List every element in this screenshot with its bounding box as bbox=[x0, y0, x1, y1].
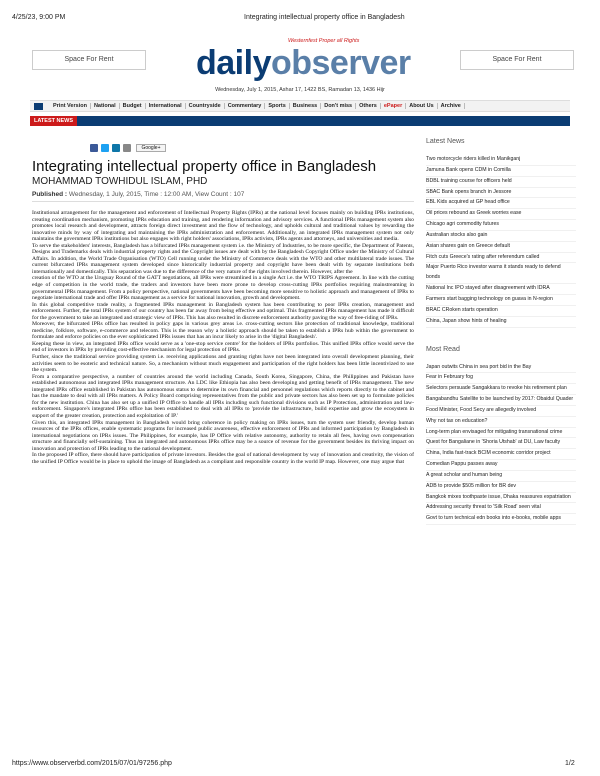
latest-news-item[interactable]: Jamuna Bank opens CDM in Comilla bbox=[426, 166, 576, 177]
nav-item-business[interactable]: Business bbox=[290, 103, 321, 109]
twitter-share-icon[interactable] bbox=[101, 144, 109, 152]
most-read-item[interactable]: China, India fast-track BCIM economic corridor project bbox=[426, 449, 576, 460]
most-read-item[interactable]: Bangkok mixes toothpaste issue, Dhaka reassures expatriation bbox=[426, 493, 576, 504]
nav-item-commentary[interactable]: Commentary bbox=[225, 103, 266, 109]
meta-view-count: View Count : 107 bbox=[194, 191, 245, 198]
print-datetime: 4/25/23, 9:00 PM bbox=[12, 14, 66, 21]
most-read-item[interactable]: Japan outwits China in sea port bid in the Bay bbox=[426, 363, 576, 374]
latest-news-item[interactable]: BRAC CRoken starts operation bbox=[426, 306, 576, 317]
latest-news-item[interactable]: Oil prices rebound as Greek worries ease bbox=[426, 209, 576, 220]
nav-item-budget[interactable]: Budget bbox=[120, 103, 146, 109]
print-page-number: 1/2 bbox=[565, 760, 575, 767]
facebook-share-icon[interactable] bbox=[90, 144, 98, 152]
article-paragraph: Institutional arrangement for the management and enforcement of Intellectual Property Rights (IPRs) at the national level focuses mainly on building IPRs institutions, creating coordination mechanism, promoting IPRs education and training, and rendering information and advisory services. A functional IPRs management system also promotes local research and development, attracts foreign direct investment and the flow of technology, and upholds cultural and traditional values by rewarding the innovative minds by way of integrating and maintaining the IPRs administration and enforcement. Additionally, an integrated IPRs management system not only maintains the government IPRs institutions but also engages with right holders' associations, IPRs activists, IPRs agents and attorneys, and universities and media. bbox=[32, 210, 414, 243]
article-paragraph: Further, since the traditional service providing system i.e. receiving applications and granting rights have not been integrated into overall development planning, their activities seem to be esoteric and technical nature. So, a mechanism without much engagement and participation of the right holders has been little incentivized to use the system. bbox=[32, 354, 414, 374]
nav-item-epaper[interactable]: ePaper bbox=[381, 103, 406, 109]
nav-items bbox=[50, 103, 465, 109]
article-meta bbox=[32, 191, 414, 202]
latest-news-item[interactable]: Chicago agri commodity futures bbox=[426, 220, 576, 231]
latest-news-item[interactable]: Fitch cuts Greece's rating after referendum called bbox=[426, 253, 576, 264]
most-read-item[interactable]: A great scholar and human being bbox=[426, 471, 576, 482]
latest-news-label: LATEST NEWS bbox=[30, 116, 77, 126]
most-read-item[interactable]: Food Minister, Food Secy are allegedly involved bbox=[426, 406, 576, 417]
ad-space-left[interactable]: Space For Rent bbox=[32, 50, 146, 70]
nav-item-national[interactable]: National bbox=[91, 103, 120, 109]
most-read-item[interactable]: Long-term plan envisaged for mitigating transnational crime bbox=[426, 428, 576, 439]
article-paragraph: Keeping these in view, an integrated IPRs office would serve as a 'one-stop service centre' for the holders of IPRs portfolios. This unified IPRs office would serve the end of investors in IPRs by providing cost-effective mechanism for legal protection of IPRs. bbox=[32, 340, 414, 354]
nav-item-print-version[interactable]: Print Version bbox=[50, 103, 91, 109]
nav-item-archive[interactable]: Archive bbox=[438, 103, 465, 109]
article-paragraph: In the proposed IP office, there should have participation of private investors. Besides the goal of national development by way of innovation and creativity, the vision of the unified IP Office would be in place to uphold the image of Bangladesh as a compliant and responsible country in the world IP map. However, one may argue that bbox=[32, 452, 414, 465]
nav-item-sports[interactable]: Sports bbox=[265, 103, 289, 109]
most-read-item[interactable]: Govt to turn technical edn books into e-books, mobile apps bbox=[426, 514, 576, 525]
latest-news-item[interactable]: Farmers start bagging technology on guava in N-region bbox=[426, 295, 576, 306]
latest-news-item[interactable]: Two motorcycle riders killed in Manikganj bbox=[426, 155, 576, 166]
article-title: Integrating intellectual property office in Bangladesh bbox=[32, 158, 377, 175]
latest-news-item[interactable]: Major Puerto Rico investor warns it stands ready to defend bonds bbox=[426, 263, 576, 284]
home-icon[interactable] bbox=[34, 103, 43, 110]
article bbox=[32, 158, 414, 726]
article-author: MOHAMMAD TOWHIDUL ISLAM, PHD bbox=[32, 176, 208, 187]
latest-news-item[interactable]: BDBL training course for officers held bbox=[426, 177, 576, 188]
latest-news-item[interactable]: China, Japan show hints of healing bbox=[426, 317, 576, 328]
print-header bbox=[0, 0, 600, 22]
latest-news-item[interactable]: National Inc IPO stayed after disagreement with IDRA bbox=[426, 284, 576, 295]
meta-date: Wednesday, 1 July, 2015, bbox=[68, 191, 143, 198]
google-plus-button[interactable]: Google+ bbox=[136, 144, 166, 152]
nav-item-about-us[interactable]: About Us bbox=[406, 103, 437, 109]
latest-news-ticker bbox=[30, 116, 570, 126]
sidebar bbox=[426, 138, 576, 525]
most-read-list bbox=[426, 363, 576, 526]
most-read-item[interactable]: Bangabandhu Satellite to be launched by 2017: Obaidul Quader bbox=[426, 395, 576, 406]
email-share-icon[interactable] bbox=[123, 144, 131, 152]
latest-news-item[interactable]: Asian shares gain on Greece default bbox=[426, 242, 576, 253]
logo-observer: observer bbox=[270, 44, 411, 82]
masthead-tagline: Westernfest Proper all Rights bbox=[288, 38, 360, 44]
main-nav bbox=[30, 100, 570, 112]
latest-news-item[interactable]: SBAC Bank opens branch in Jessore bbox=[426, 188, 576, 199]
nav-item-don-t-miss[interactable]: Don't miss bbox=[321, 103, 356, 109]
linkedin-share-icon[interactable] bbox=[112, 144, 120, 152]
ad-space-right[interactable]: Space For Rent bbox=[460, 50, 574, 70]
most-read-item[interactable]: ADB to provide $505 million for BR dev bbox=[426, 482, 576, 493]
most-read-item[interactable]: Selectors persuade Sangakkara to revoke his retirement plan bbox=[426, 384, 576, 395]
most-read-heading: Most Read bbox=[426, 345, 460, 353]
meta-published-label: Published : bbox=[32, 191, 68, 198]
logo-daily: daily bbox=[196, 44, 271, 82]
latest-news-item[interactable]: Australian stocks also gain bbox=[426, 231, 576, 242]
nav-item-others[interactable]: Others bbox=[356, 103, 381, 109]
latest-news-item[interactable]: EBL Kids acquired at GP head office bbox=[426, 198, 576, 209]
most-read-item[interactable]: Comedian Pappu passes away bbox=[426, 460, 576, 471]
article-paragraph: To serve the stakeholders' interests, Bangladesh has a bifurcated IPRs management system i.e. the Ministry of Industries, to be more specific, the Department of Patents, Designs and Trademarks deals with industrial property rights and the Copyright issues are dealt with by the Bangladesh Copyright Office under the Ministry of Cultural Affairs. In addition, the World Trade Organisation (WTO) Cell running under the Ministry of Commerce deals with the WTO and other multilateral trade issues. The current bifurcated IPRs management system developed since historically industrial property and copyright have been dealt with by separate institutions both internationally and domestically. This separation was due to the difference of the very nature of the rights involved therein. However, after the bbox=[32, 242, 414, 275]
article-paragraph: creation of the WTO at the Uruguay Round of the GATT negotiations, all IPRs were streamlined in a single Act i.e. the WTO TRIPS Agreement. In line with the cutting edge of competition in the world trade, the traders and investors have been more prone to develop cross-cutting IPRs portfolios requiring mainstreaming in governmental IPRs management. From a policy perspective, national governments have been becoming more sensitive to holistic approach and management of IPRs to negotiate international trade and offer IPRs management as a service for national innovation, growth and development. bbox=[32, 275, 414, 302]
article-paragraph: Moreover, the bifurcated IPRs office has resulted in policy gaps in various grey areas i.e. cross-cutting sectors like protection of traditional knowledge, traditional medicine, folklore, software, e-commerce and telecom. This is the reason why a holistic approach should be taken to establish a IPRs hub within the government to formulate and enforce policies on the ever sophisticated IPRs issues that has an incur likely to arise in the 'digital Bangladesh'. bbox=[32, 321, 414, 341]
print-url: https://www.observerbd.com/2015/07/01/97256.php bbox=[12, 760, 172, 767]
article-paragraph: Given this, an integrated IPRs management in Bangladesh would bring coherence in policy making on IPRs issues, turn the system user friendly, develop human resources of the IPRs offices, enable systematic programs for increased public awareness, effective enforcement of IPRs and informed participation by Bangladesh in international negotiations on IPRs issues. The Philippines, for example, has IP Office with relative autonomy, authority to retain all fees, having own compensation structure and financially self-sustaining. Thus an integrated and autonomous IPRs office may be a source of revenue for the government besides its thriving impact on innovation and protection of IPRs leading to the national development. bbox=[32, 419, 414, 452]
dateline: Wednesday, July 1, 2015, Ashar 17, 1422 BS, Ramadan 13, 1436 Hijr bbox=[215, 87, 385, 93]
most-read-item[interactable]: Quest for Bangaliane in 'Shoria Utshab' at DU, Law faculty bbox=[426, 438, 576, 449]
article-body bbox=[32, 210, 414, 726]
most-read-item[interactable]: Addressing security threat to 'Silk Road' seen vital bbox=[426, 503, 576, 514]
print-page-title: Integrating intellectual property office in Bangladesh bbox=[244, 14, 405, 21]
most-read-item[interactable]: Fear in February fog bbox=[426, 373, 576, 384]
site-logo[interactable] bbox=[196, 46, 411, 80]
meta-time: Time : 12:00 AM, bbox=[144, 191, 194, 198]
latest-news-heading: Latest News bbox=[426, 138, 465, 145]
masthead bbox=[0, 24, 600, 90]
share-row bbox=[32, 143, 272, 153]
most-read-item[interactable]: Why not tax on education? bbox=[426, 417, 576, 428]
nav-item-international[interactable]: International bbox=[146, 103, 186, 109]
article-paragraph: From a comparative perspective, a number of countries around the world including Canada, South Korea, Singapore, China, the Philippines and Pakistan have established autonomous and integrated IPRs management structure. An LDC like Ethiopia has also been developing and getting benefit of IPRs management. The new integrated IPRs office established in Pakistan has autonomous status to determine its own financial and personnel regulations which reports directly to the cabinet and has the mandate to deal with all IPRs matters. A Policy Board comprising representatives from the public and private sectors has also been set up to formulate policies for the new institution. China has also set up a unified IP Office to handle all IPRs including such functional divisions such as IP Protection, administration and law-enforcement. Singapore's integrated IPRs office has been established to deal with all IPRs to 'provide the infrastructure, build expertise and grow the ecosystem in support of the greater creation, protection and exploitation of IP.' bbox=[32, 373, 414, 419]
latest-news-list bbox=[426, 155, 576, 328]
nav-item-countryside[interactable]: Countryside bbox=[186, 103, 225, 109]
article-paragraph: In this global competitive trade reality, a fragmented IPRs management in Bangladesh system has been contributing to poor IPRs creation, management and enforcement. Further, the total IPRs system of our country has been far away from being effective and optimal. This fragmented IPRs management has made it difficult for the government to take an integrated and strategic view of IPRs. This has also resulted in discrete enforcement authority paving the way of free-riding of IPRs. bbox=[32, 301, 414, 321]
